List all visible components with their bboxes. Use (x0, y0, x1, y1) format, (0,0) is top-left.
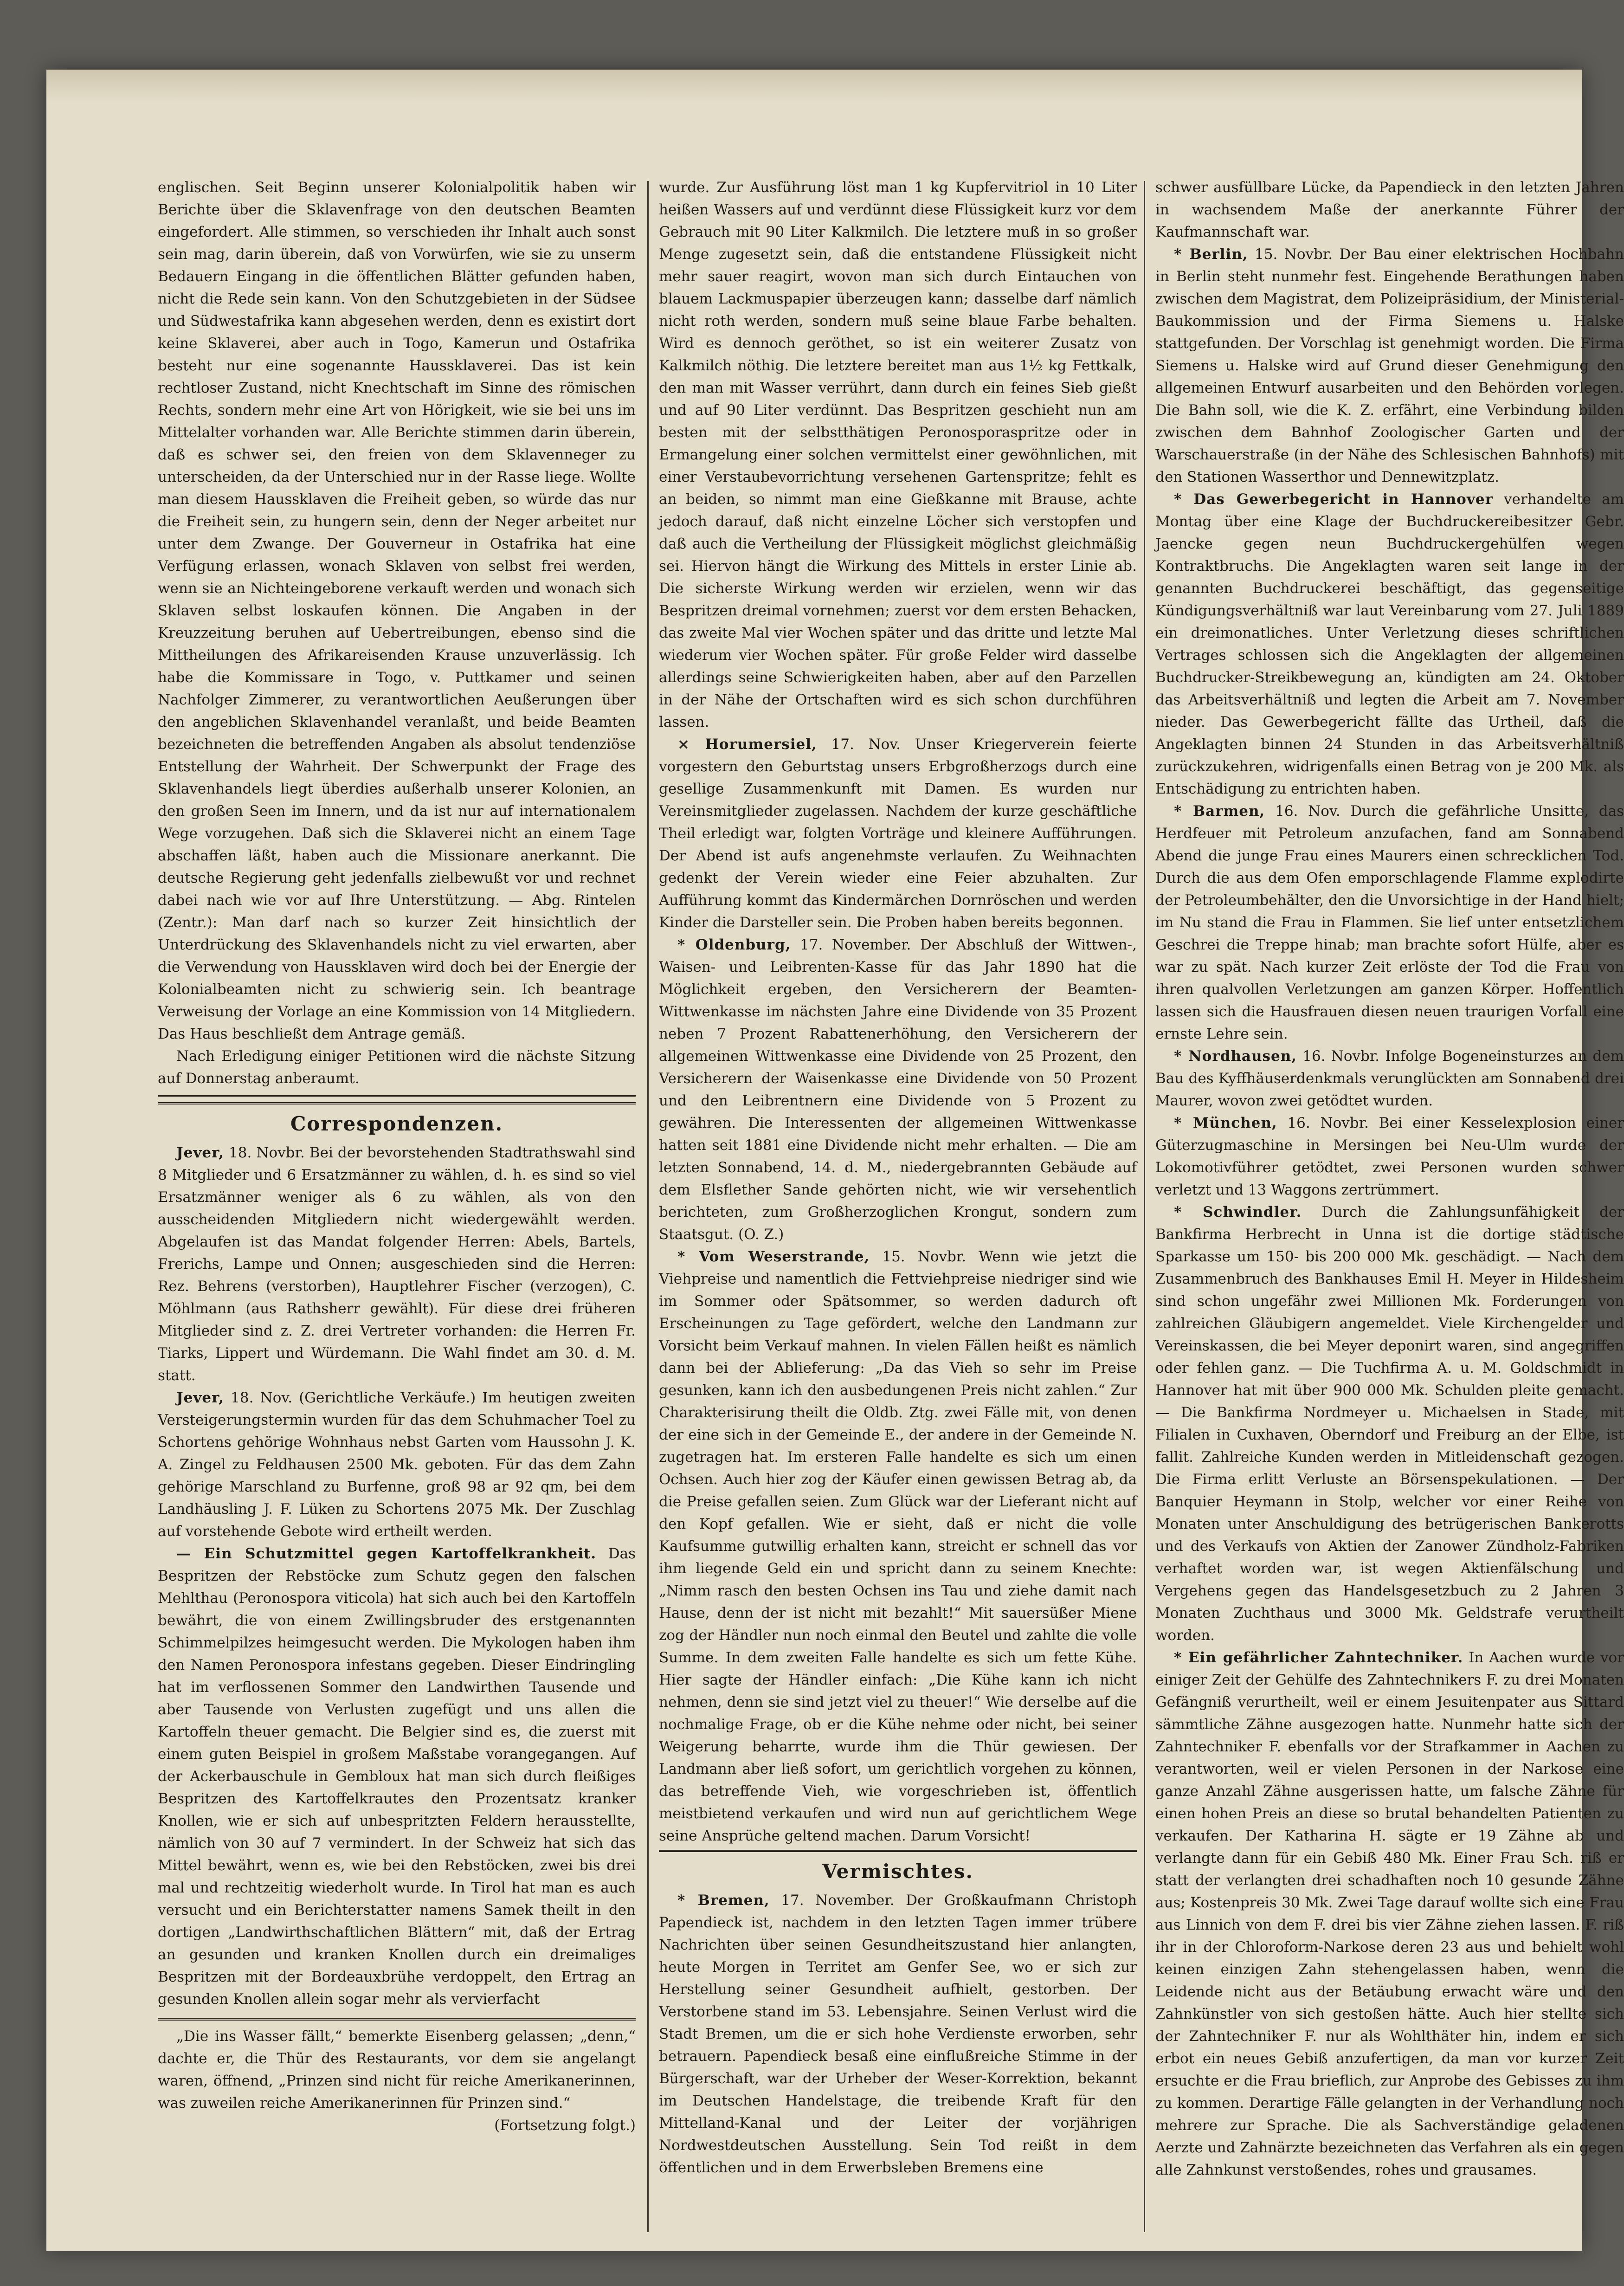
article-body: Durch die Zahlungsunfähigkeit der Bankfirma Herbrecht in Unna ist die dortige städtische Sparkasse um 150- bis 200 000 Mk. geschädigt. — Nach dem Zusammenbruch des Bankhauses Emil H. Meyer in Hildesheim sind schon ungefähr zwei Millionen Mk. Forderungen von zahlreichen Gläubigern angemeldet. Viele Kirchengelder und Vereinskassen, die bei Meyer deponirt waren, sind angegriffen oder fehlen ganz. — Die Tuchfirma A. u. M. Goldschmidt in Hannover hat mit über 900 000 Mk. Schulden pleite gemacht. — Die Bankfirma Nordmeyer u. Michaelsen in Stade, mit Filialen in Cuxhaven, Oberndorf und Freiburg an der Elbe, ist fallit. Zahlreiche Kunden werden in Mitleidenschaft gezogen. Die Firma erlitt Verluste an Börsenspekulationen. — Der Banquier Heymann in Stolp, welcher vor einer Reihe von Monaten unter Anschuldigung des betrügerischen Bankerotts und des Verkaufs von Aktien der Zanower Zündholz-Fabriken verhaftet worden war, ist wegen Aktienfälschung und Vergehens gegen das Handelsgesetzbuch zu 2 Jahren 3 Monaten Zuchthaus und 3000 Mk. Geldstrafe verurtheilt worden. (1155, 1204, 1624, 1644)
article-zahntechniker (1155, 1647, 1624, 2181)
article-nordhausen (1155, 1045, 1624, 1112)
article-berlin (1155, 243, 1624, 488)
article-kolonial-sklaverei: englischen. Seit Beginn unserer Kolonialpolitik haben wir Berichte über die Sklavenfrage von den deutschen Beamten eingefordert. Alle stimmen, so verschieden ihr Inhalt auch sonst sein mag, darin überein, daß von Vorwürfen, wie sie zu unserm Bedauern Eingang in die öffentlichen Blätter gefunden haben, nicht die Rede sein kann. Von den Schutzgebieten in der Südsee und Südwestafrika kann abgesehen werden, denn es existirt dort keine Sklaverei, aber auch in Togo, Kamerun und Ostafrika besteht nur eine sogenannte Haussklaverei. Das ist kein rechtloser Zustand, nicht Knechtschaft im Sinne des römischen Rechts, sondern mehr eine Art von Hörigkeit, wie sie bei uns im Mittelalter vorhanden war. Alle Berichte stimmen darin überein, daß es schwer sei, den freien von dem Sklavenneger zu unterscheiden, da der Unterschied nur in der Rasse liege. Wollte man diesem Haussklaven die Freiheit geben, so würde das nur die Freiheit sein, zu hungern sein, denn der Neger arbeitet nur unter dem Zwange. Der Gouverneur in Ostafrika hat eine Verfügung erlassen, wonach Sklaven von selbst frei werden, wenn sie an Nichteingeborene verkauft werden und wonach sich Sklaven selbst loskaufen können. Die Angaben in der Kreuzzeitung beruhen auf Uebertreibungen, ebenso sind die Mittheilungen des Afrikareisenden Krause unzuverlässig. Ich habe die Kommissare in Togo, v. Puttkamer und seinen Nachfolger Zimmerer, zu verantwortlichen Aeußerungen über den angeblichen Sklavenhandel veranlaßt, und beide Beamten bezeichneten die betreffenden Angaben als absolut tendenziöse Entstellung der Wahrheit. Der Schwerpunkt der Frage des Sklavenhandels liegt überdies außerhalb unserer Kolonien, an den großen Seen im Innern, und da ist nur auf internationalem Wege vorzugehen. Daß sich die Sklaverei nicht an einem Tage abschaffen läßt, haben auch die Missionare anerkannt. Die deutsche Regierung geht jedenfalls zielbewußt vor und rechnet dabei nach wie vor auf Ihre Unterstützung. — Abg. Rintelen (Zentr.): Man darf nach so kurzer Zeit hinsichtlich der Unterdrückung des Sklavenhandels nicht zu viel erwarten, aber die Verwendung von Haussklaven wird doch bei der Energie der Kolonialbeamten nicht zu schwierig sein. Ich beantrage Verweisung der Vorlage an eine Kommission von 14 Mitgliedern. Das Haus beschließt dem Antrage gemäß. (158, 179, 636, 1042)
article-body: In Aachen wurde vor einiger Zeit der Gehülfe des Zahntechnikers F. zu drei Monaten Gefängniß verurtheilt, weil er einem Jesuitenpater aus Sittard sämmtliche Zähne ausgezogen hatte. Nunmehr hatte sich der Zahntechniker F. ebenfalls vor der Strafkammer in Aachen zu verantworten, weil er vielen Personen in der Narkose eine ganze Anzahl Zähne ausgerissen hatte, um falsche Zähne für einen hohen Preis an diese so brutal behandelten Patienten zu verkaufen. Der Katharina H. sägte er 19 Zähne ab und verlangte dann für ein Gebiß 480 Mk. Einer Frau Sch. riß er statt der verlangten drei schadhaften noch 10 gesunde Zähne aus; Kostenpreis 30 Mk. Zwei Tage darauf wollte sich eine Frau aus Linnich von dem F. drei bis vier Zähne ziehen lassen. F. riß ihr in der Chloroform-Narkose deren 23 aus und behielt wohl keinen einzigen Zahn stehengelassen haben, wenn die Leidende nicht aus der Betäubung erwacht wäre und den Zahnkünstler von sich gestoßen hätte. Auch hier stellte sich der Zahntechniker F. nur als Wohlthäter hin, indem er sich erbot ein neues Gebiß anzufertigen, da man vor kurzer Zeit ersuchte er die Frau brieflich, zur Anprobe des Gebisses zu ihm zu kommen. Derartige Fälle gelangten in der Verhandlung noch mehrere zur Sprache. Die als Sachverständige geladenen Aerzte und Zahnärzte bezeichneten das Verfahren als ein gegen alle Zahnkunst verstoßendes, rohes und grausames. (1155, 1649, 1624, 2178)
section-title-vermischtes: Vermischtes. (659, 1850, 1137, 1886)
article-heading: * Oldenburg, (677, 936, 791, 953)
article-bremen-fortsetzung: schwer ausfüllbare Lücke, da Papendieck in den letzten Jahren in wachsendem Maße der anerkannte Führer der Kaufmannschaft war. (1155, 179, 1624, 240)
article-heading: Jever, (176, 1389, 224, 1406)
article-body: 15. Novbr. Der Bau einer elektrischen Hochbahn in Berlin steht nunmehr fest. Eingehende Berathungen haben zwischen dem Magistrat, dem Polizeipräsidium, der Ministerial-Baukommission und der Firma Siemens u. Halske stattgefunden. Der Vorschlag ist genehmigt worden. Die Firma Siemens u. Halske wird auf Grund dieser Genehmigung den allgemeinen Entwurf ausarbeiten und den Behörden vorlegen. Die Bahn soll, wie die K. Z. erfährt, eine Verbindung bilden zwischen dem Bahnhof Zoologischer Garten und der Warschauerstraße (in der Nähe des Schlesischen Bahnhofs) mit den Stationen Wasserthor und Dennewitzplatz. (1155, 246, 1624, 485)
article-sitzung: Nach Erledigung einiger Petitionen wird die nächste Sitzung auf Donnerstag anberaumt. (158, 1048, 636, 1087)
article-body: 16. Nov. Durch die gefährliche Unsitte, das Herdfeuer mit Petroleum anzufachen, fand am Sonnabend Abend die junge Frau eines Maurers einen schrecklichen Tod. Durch die aus dem Ofen emporschlagende Flamme explodirte der Petroleumbehälter, den die Unvorsichtige in der Hand hielt; im Nu stand die Frau in Flammen. Sie lief unter entsetzlichem Geschrei die Treppe hinab; man brachte sofort Hülfe, aber es war zu spät. Nach kurzer Zeit erlöste der Tod die Frau von ihren qualvollen Verletzungen am ganzen Körper. Hoffentlich lassen sich die Hausfrauen diesen neuen traurigen Vorfall eine ernste Lehre sein. (1155, 803, 1624, 1042)
article-body: 17. November. Der Großkaufmann Christoph Papendieck ist, nachdem in den letzten Tagen immer trübere Nachrichten über seinen Gesundheitszustand hier anlangten, heute Morgen in Territet am Genfer See, wo er sich zur Herstellung seiner Gesundheit aufhielt, gestorben. Der Verstorbene stand im 53. Lebensjahre. Seinen Verlust wird die Stadt Bremen, um die er sich hohe Verdienste erworben, sehr betrauern. Papendieck besaß eine einflußreiche Stimme in der Bürgerschaft, war der Urheber der Weser-Korrektion, bekannt im Deutschen Handelstage, die treibende Kraft für den Mittelland-Kanal und der Leiter der vorjährigen Nordwestdeutschen Ausstellung. Sein Tod reißt in dem öffentlichen und in dem Erwerbsleben Bremens eine (659, 1892, 1137, 2176)
article-kartoffel-fortsetzung: wurde. Zur Ausführung löst man 1 kg Kupfervitriol in 10 Liter heißen Wassers auf und verdünnt diese Flüssigkeit kurz vor dem Gebrauch mit 90 Liter Kalkmilch. Die letztere muß in so großer Menge zugesetzt sein, daß die entstandene Flüssigkeit nicht mehr sauer reagirt, wovon man sich durch Eintauchen von blauem Lackmuspapier überzeugen kann; dasselbe darf nämlich nicht roth werden, sondern muß seine blaue Farbe behalten. Wird es dennoch geröthet, so ist ein weiterer Zusatz von Kalkmilch nöthig. Die letztere bereitet man aus 1½ kg Fettkalk, den man mit Wasser verrührt, dann durch ein feines Sieb gießt und auf 90 Liter verdünnt. Das Bespritzen geschieht nun am besten mit der selbstthätigen Peronosporaspritze oder in Ermangelung einer solchen vermittelst einer gewöhnlichen, mit einer Verstaubevorrichtung versehenen Gartenspritze; fehlt es an beiden, so nimmt man eine Gießkanne mit Brause, achte jedoch darauf, daß nicht einzelne Löcher sich verstopfen und daß auch die Vertheilung der Flüssigkeit möglichst gleichmäßig sei. Hiervon hängt die Wirkung des Mittels in erster Linie ab. Die sicherste Wirkung werden wir erzielen, wenn wir das Bespritzen dreimal vornehmen; zuerst vor dem ersten Behacken, das zweite Mal vier Wochen später und das dritte und letzte Mal wiederum vier Wochen später. Für große Felder wird dasselbe allerdings seine Schwierigkeiten haben, aber auf den Parzellen in der Nähe der Ortschaften wird es sich schon durchführen lassen. (659, 179, 1137, 730)
article-heading: * Schwindler. (1174, 1204, 1302, 1220)
article-body: Das Bespritzen der Rebstöcke zum Schutz gegen den falschen Mehlthau (Peronospora viticola) hat sich auch bei den Kartoffeln bewährt, die von einem Zwillingsbruder des erstgenannten Schimmelpilzes heimgesucht werden. Die Mykologen haben ihm den Namen Peronospora infestans gegeben. Dieser Eindringling hat im verflossenen Sommer den Landwirthen Tausende und aber Tausende von Verlusten zugefügt und uns allen die Kartoffeln theuer gemacht. Die Belgier sind es, die zuerst mit einem guten Beispiel in großem Maßstabe vorangegangen. Auf der Ackerbauschule in Gembloux hat man sich durch fleißiges Bespritzen des Kartoffelkrautes den Prozentsatz kranker Knollen, wie er sich auf unbespritzten Feldern herausstellte, nämlich von 30 auf 7 vermindert. In der Schweiz hat sich das Mittel bewährt, wenn es, wie bei den Rebstöcken, zwei bis drei mal und rechtzeitig wiederholt wurde. In Tirol hat man es auch versucht und ein Berichterstatter namens Samek theilt in den dortigen „Landwirthschaftlichen Blättern“ mit, daß der Ertrag an gesunden und kranken Knollen durch ein dreimaliges Bespritzen mit der Bordeauxbrühe verdoppelt, den Ertrag an gesunden Knollen allein sogar mehr als vervierfacht (158, 1545, 636, 2008)
column-middle (659, 176, 1137, 2237)
article-heading: * München, (1174, 1115, 1277, 1131)
article-gewerbegericht (1155, 488, 1624, 800)
article-heading: Jever, (176, 1144, 224, 1161)
article-schwindler (1155, 1201, 1624, 1647)
column-right (1155, 176, 1624, 2237)
article-body: 18. Novbr. Bei der bevorstehenden Stadtrathswahl sind 8 Mitglieder und 6 Ersatzmänner zu wählen, d. h. es sind so viel Ersatzmänner weniger als 6 zu wählen, als von den ausscheidenden Mitgliedern nicht wiedergewählt werden. Abgelaufen ist das Mandat folgender Herren: Abels, Bartels, Frerichs, Lampe und Onnen; ausgeschieden sind die Herren: Rez. Behrens (verstorben), Hauptlehrer Fischer (verzogen), C. Möhlmann (aus Rathsherr gewählt). Für diese drei früheren Mitglieder sind z. Z. drei Vertreter vorhanden: die Herren Fr. Tiarks, Lippert und Würdemann. Die Wahl findet am 30. d. M. statt. (158, 1144, 636, 1384)
article-kartoffelkrankheit (158, 1543, 636, 2010)
article-body: 17. Nov. Unser Kriegerverein feierte vorgestern den Geburtstag unsers Erbgroßherzogs durch eine gesellige Zusammenkunft mit Damen. Es wurden nur Vereinsmitglieder zugelassen. Nachdem der kurze geschäftliche Theil erledigt war, folgten Vorträge und kleinere Aufführungen. Der Abend ist aufs angenehmste verlaufen. Zu Weihnachten gedenkt der Verein wieder eine Feier abzuhalten. Zur Aufführung kommt das Kindermärchen Dornröschen und werden Kinder die Darsteller sein. Die Proben haben bereits begonnen. (659, 736, 1137, 931)
article-heading: * Berlin, (1174, 246, 1248, 263)
column-left (158, 176, 636, 2237)
article-oldenburg (659, 934, 1137, 1246)
article-body: 15. Novbr. Wenn wie jetzt die Viehpreise und namentlich die Fettviehpreise niedriger sind wie im Sommer oder Spätsommer, so werden dadurch oft Erscheinungen zu Tage gefördert, welche den Landmann zur Vorsicht beim Verkauf mahnen. In vielen Fällen heißt es nämlich dann bei der Ablieferung: „Da das Vieh so sehr im Preise gesunken, kann ich den ausbedungenen Preis nicht zahlen.“ Zur Charakterisirung theilt die Oldb. Ztg. zwei Fälle mit, von denen der eine sich in der Gemeinde E., der andere in der Gemeinde N. zugetragen hat. Im ersteren Falle handelte es sich um einen Ochsen. Auch hier zog der Käufer einen gewissen Betrag ab, da die Preise gefallen seien. Zum Glück war der Lieferant nicht auf den Kopf gefallen. Wie er sieht, daß er nicht die volle Kaufsumme gutwillig erhalten kann, streicht er schnell das vor ihm liegende Geld ein und spricht dann zu seinem Knechte: „Nimm rasch den besten Ochsen ins Tau und ziehe damit nach Hause, denn der ist nicht mit bezahlt!“ Mit sauersüßer Miene zog der Händler nun noch einmal den Beutel und zahlte die volle Summe. In dem zweiten Falle handelte es sich um fette Kühe. Hier sagte der Händler einfach: „Die Kühe kann ich nicht nehmen, denn sie sind jetzt viel zu theuer!“ Wie derselbe auf die nochmalige Frage, ob er die Kühe nehme oder nicht, bei seiner Weigerung beharrte, wurde ihm die Thür gewiesen. Der Landmann aber ließ sofort, um gerichtlich vorgehen zu können, das betreffende Vieh, wie vorgeschrieben ist, öffentlich meistbietend verkaufen und wird nun auf gerichtlichem Wege seine Ansprüche geltend machen. Darum Vorsicht! (659, 1248, 1137, 1844)
article-heading: * Bremen, (677, 1892, 770, 1909)
article-weserstrande (659, 1246, 1137, 1847)
article-heading: * Barmen, (1174, 803, 1265, 820)
article-body: 16. Novbr. Bei einer Kesselexplosion einer Güterzugmaschine in Mersingen bei Neu-Ulm wurde der Lokomotivführer getödtet, zwei Personen wurden schwer verletzt und 13 Waggons zertrümmert. (1155, 1115, 1624, 1198)
article-horumersiel (659, 733, 1137, 934)
article-body: 16. Novbr. Infolge Bogeneinsturzes an dem Bau des Kyffhäuserdenkmals verunglückten am Sonnabend drei Maurer, wovon zwei getödtet wurden. (1155, 1048, 1624, 1109)
column-rule-right (1144, 181, 1145, 2232)
divider (158, 1095, 636, 1097)
article-body: 17. November. Der Abschluß der Wittwen-, Waisen- und Leibrenten-Kasse für das Jahr 1890 hat die Möglichkeit ergeben, den Versicherern der Beamten-Wittwenkasse im nächsten Jahre eine Dividende von 35 Prozent neben 7 Prozent Rabattenerhöhung, den Versicherern der allgemeinen Wittwenkasse eine Dividende von 25 Prozent, den Versicherern der Waisenkasse eine Dividende von 50 Prozent und den Leibrentnern eine Dividende von 5 Prozent zu gewähren. Die Interessenten der allgemeinen Wittwenkasse hatten seit 1881 eine Dividende nicht mehr erhalten. — Die am letzten Sonnabend, 14. d. M., niedergebrannten Gebäude auf dem Elsflether Sande gehörten nicht, wie wir versehentlich berichteten, zum Großherzoglichen Krongut, sondern zum Staatsgut. (O. Z.) (659, 936, 1137, 1243)
section-title-correspondenzen: Correspondenzen. (158, 1102, 636, 1138)
column-rule-left (647, 181, 649, 2232)
article-heading: — Ein Schutzmittel gegen Kartoffelkrankheit. (176, 1545, 597, 1562)
article-jever-wahl (158, 1142, 636, 1387)
article-heading: * Ein gefährlicher Zahntechniker. (1174, 1649, 1463, 1666)
article-heading: * Vom Weserstrande, (677, 1248, 870, 1265)
article-jever-verkaeufe (158, 1387, 636, 1543)
article-bremen (659, 1889, 1137, 2179)
feuilleton-text: „Die ins Wasser fällt,“ bemerkte Eisenberg gelassen; „denn,“ dachte er, die Thür des Restaurants, vor dem sie angelangt waren, öffnend, „Prinzen sind nicht für reiche Amerikanerinnen, was zuweilen reiche Amerikanerinnen für Prinzen sind.“ (158, 2028, 636, 2112)
article-heading: * Nordhausen, (1174, 1048, 1297, 1065)
article-heading: * Das Gewerbegericht in Hannover (1174, 491, 1493, 508)
feuilleton-continuation: (Fortsetzung folgt.) (494, 2117, 636, 2134)
article-muenchen (1155, 1112, 1624, 1201)
page-top-edge (46, 70, 1582, 102)
article-body: 18. Nov. (Gerichtliche Verkäufe.) Im heutigen zweiten Versteigerungstermin wurden für das dem Schuhmacher Toel zu Schortens gehörige Wohnhaus nebst Garten vom Haussohn J. K. A. Zingel zu Feldhausen 2500 Mk. geboten. Für das dem Zahn gehörige Marschland zu Burfenne, groß 98 ar 92 qm, bei dem Landhäusling J. F. Lüken zu Schortens 2075 Mk. Der Zuschlag auf vorstehende Gebote wird ertheilt werden. (158, 1389, 636, 1540)
article-body: verhandelte am Montag über eine Klage der Buchdruckereibesitzer Gebr. Jaencke gegen neun Buchdruckergehülfen wegen Kontraktbruchs. Die Angeklagten waren seit lange in der genannten Buchdruckerei beschäftigt, das gegenseitige Kündigungsverhältniß war laut Vereinbarung vom 27. Juli 1889 ein dreimonatliches. Unter Verletzung dieses schriftlichen Vertrages schlossen sich die Angeklagten der allgemeinen Buchdrucker-Streikbewegung an, kündigten am 24. Oktober das Arbeitsverhältniß und legten die Arbeit am 7. November nieder. Das Gewerbegericht fällte das Urtheil, daß die Angeklagten binnen 24 Stunden in das Arbeitsverhältniß zurückzukehren, widrigenfalls einen Betrag von je 200 Mk. als Entschädigung zu entrichten haben. (1155, 491, 1624, 797)
newspaper-page (46, 70, 1624, 2251)
divider-feuilleton (158, 2018, 636, 2021)
article-heading: × Horumersiel, (677, 736, 817, 753)
article-barmen (1155, 800, 1624, 1045)
